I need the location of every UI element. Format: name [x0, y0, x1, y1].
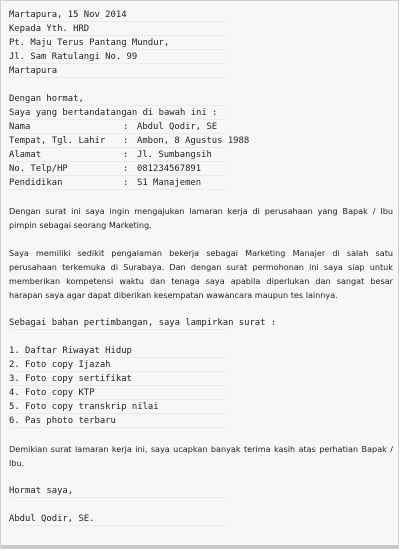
greeting: Dengan hormat,: [9, 92, 393, 106]
list-item: 5. Foto copy transkrip nilai: [9, 400, 393, 414]
field-row-name: [9, 120, 393, 134]
signature-name: Abdul Qodir, SE.: [9, 512, 393, 526]
field-colon: :: [123, 178, 129, 188]
sign-off: Hormat saya,: [9, 484, 393, 498]
intro-sentence: Saya yang bertandatangan di bawah ini :: [9, 106, 393, 120]
field-value: Jl. Sumbangsih: [137, 150, 212, 160]
company-address: Jl. Sam Ratulangi No. 99: [9, 50, 393, 64]
list-item: 3. Foto copy sertifikat: [9, 372, 393, 386]
attachments-list: [9, 344, 393, 428]
field-value: Abdul Qodir, SE: [137, 122, 218, 132]
spacer: [9, 190, 393, 204]
company-name: Pt. Maju Terus Pantang Mundur,: [9, 36, 393, 50]
attachments-intro: Sebagai bahan pertimbangan, saya lampirkan surat :: [9, 316, 393, 330]
field-label: Alamat: [9, 150, 42, 160]
list-item: 2. Foto copy Ijazah: [9, 358, 393, 372]
field-row-phone: [9, 162, 393, 176]
place-date: Martapura, 15 Nov 2014: [9, 8, 393, 22]
field-colon: :: [123, 122, 129, 132]
field-value: 081234567891: [137, 164, 202, 174]
field-label: No. Telp/HP: [9, 164, 68, 174]
list-item: 6. Pas photo terbaru: [9, 414, 393, 428]
paragraph-application: Dengan surat ini saya ingin mengajukan lamaran kerja di perusahaan yang Bapak / Ibu pimpin sebagai seorang Marketing.: [9, 206, 393, 230]
field-label: Nama: [9, 122, 31, 132]
list-item: 1. Daftar Riwayat Hidup: [9, 344, 393, 358]
letter-body: [9, 8, 393, 526]
paragraph-closing: Demikian surat lamaran kerja ini, saya ucapkan banyak terima kasih atas perhatian Bapak / Ibu.: [9, 444, 393, 468]
field-row-birth: [9, 134, 393, 148]
page-bottom-border: [1, 545, 398, 548]
spacer: [9, 498, 393, 512]
field-row-education: [9, 176, 393, 190]
applicant-details: [9, 120, 393, 190]
recipient: Kepada Yth. HRD: [9, 22, 393, 36]
spacer: [9, 78, 393, 92]
company-city: Martapura: [9, 64, 393, 78]
list-item: 4. Foto copy KTP: [9, 386, 393, 400]
field-label: Pendidikan: [9, 178, 63, 188]
spacer: [9, 232, 393, 246]
spacer: [9, 302, 393, 316]
field-colon: :: [123, 136, 129, 146]
field-row-address: [9, 148, 393, 162]
field-label: Tempat, Tgl. Lahir: [9, 136, 106, 146]
spacer: [9, 470, 393, 484]
field-colon: :: [123, 164, 129, 174]
field-value: Ambon, 8 Agustus 1988: [137, 136, 250, 146]
field-colon: :: [123, 150, 129, 160]
spacer: [9, 330, 393, 344]
field-value: S1 Manajemen: [137, 178, 202, 188]
spacer: [9, 428, 393, 442]
paragraph-experience: Saya memiliki sedikit pengalaman bekerja sebagai Marketing Manajer di salah satu perusahaan terkemuka di Surabaya. Dan dengan surat permohonan ini saya siap untuk memberikan kompetensi waktu dan tenaga saya apabila diperlukan dan sangat besar harapan saya agar dapat diberikan kesempatan wawancara maupun tes lainnya.: [9, 248, 393, 300]
